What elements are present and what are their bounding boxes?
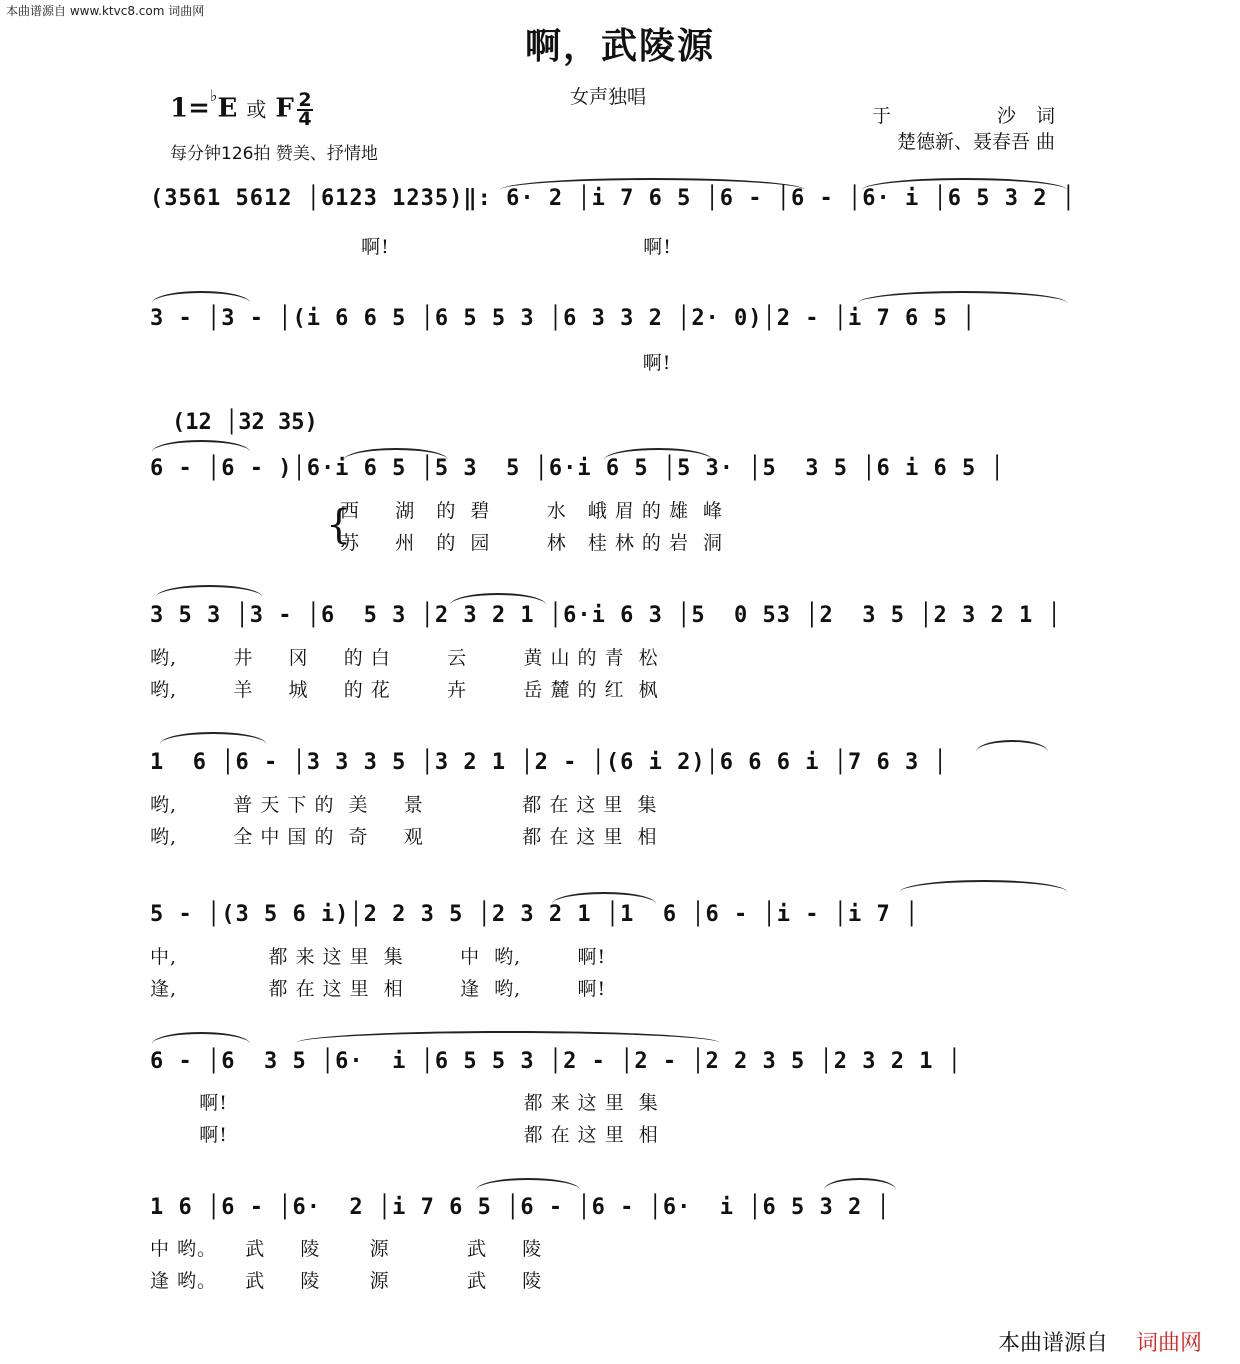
lyrics-line-7a: 啊! 都 来 这 里 集 [150, 1092, 659, 1114]
lyrics-line-3a: 西 湖 的 碧 水 峨 眉 的 雄 峰 [340, 500, 724, 522]
staff-line-5: 1 6 │6 - │3 3 3 5 │3 2 1 │2 - │(6 i 2)│6 6 6 i │7 6 3 │ [150, 750, 948, 775]
lyrics-line-5b: 哟, 全 中 国 的 奇 观 都 在 这 里 相 [150, 826, 658, 848]
lyricist-name-2: 沙 [997, 105, 1017, 127]
lyrics-line-6b: 逢, 都 在 这 里 相 逢 哟, 啊! [150, 978, 607, 1000]
lyrics-line-4a: 哟, 井 冈 的 白 云 黄 山 的 青 松 [150, 647, 659, 669]
lyrics-line-4b: 哟, 羊 城 的 花 卉 岳 麓 的 红 枫 [150, 679, 659, 701]
lyricist-name: 于 [872, 105, 892, 127]
song-title: 啊，武陵源 [524, 25, 715, 67]
lyrics-line-8a: 中 哟。 武 陵 源 武 陵 [150, 1238, 543, 1260]
time-signature [296, 89, 314, 130]
key-f: F [275, 93, 294, 124]
lyrics-line-6a: 中, 都 来 这 里 集 中 哟, 啊! [150, 946, 607, 968]
key-or: 或 [246, 97, 267, 122]
staff-line-4: 3 5 3 │3 - │6 5 3 │2 3 2 1 │6·i 6 3 │5 0 53 │2 3 5 │2 3 2 1 │ [150, 603, 1062, 628]
lyrics-line-1: 啊! 啊! [150, 236, 672, 258]
tempo-marking: 每分钟126拍 赞美、抒情地 [170, 144, 378, 164]
time-bottom: 4 [298, 108, 312, 130]
staff-line-3: 6 - │6 - )│6·i 6 5 │5 3 5 │6·i 6 5 │5 3· │5 3 5 │6 i 6 5 │ [150, 456, 1005, 481]
intro-notes: (12 │32 35) [172, 410, 318, 435]
staff-line-2: 3 - │3 - │(i 6 6 5 │6 5 5 3 │6 3 3 2 │2· 0)│2 - │i 7 6 5 │ [150, 306, 977, 331]
key-prefix: 1= [170, 93, 210, 124]
staff-line-7: 6 - │6 3 5 │6· i │6 5 5 3 │2 - │2 - │2 2 3 5 │2 3 2 1 │ [150, 1049, 962, 1074]
lyrics-line-7b: 啊! 都 在 这 里 相 [150, 1124, 659, 1146]
footer-source: 本曲谱源自 [998, 1331, 1109, 1356]
flat-sign: ♭ [209, 86, 218, 105]
time-top: 2 [298, 89, 312, 111]
lyrics-line-5a: 哟, 普 天 下 的 美 景 都 在 这 里 集 [150, 794, 658, 816]
key-signature [170, 86, 294, 124]
key-e: E [217, 93, 238, 124]
verse-brace: { [326, 502, 352, 548]
staff-line-1: (3561 5612 │6123 1235)‖: 6· 2 │i 7 6 5 │6 - │6 - │6· i │6 5 3 2 │ [150, 186, 1076, 211]
composer-credit: 楚德新、聂春吾 曲 [896, 131, 1055, 153]
lyricist-role: 词 [1035, 105, 1055, 127]
subtitle: 女声独唱 [570, 86, 647, 108]
lyrics-line-3b: 苏 州 的 园 林 桂 林 的 岩 洞 [340, 532, 724, 554]
footer-site[interactable]: 词曲网 [1136, 1331, 1203, 1356]
staff-line-8: 1 6 │6 - │6· 2 │i 7 6 5 │6 - │6 - │6· i │6 5 3 2 │ [150, 1195, 891, 1220]
lyrics-line-8b: 逢 哟。 武 陵 源 武 陵 [150, 1270, 543, 1292]
lyrics-line-2: 啊! [150, 352, 672, 374]
site-tag: 本曲谱源自 www.ktvc8.com 词曲网 [6, 4, 205, 18]
staff-line-6: 5 - │(3 5 6 i)│2 2 3 5 │2 3 2 1 │1 6 │6 - │i - │i 7 │ [150, 902, 920, 927]
